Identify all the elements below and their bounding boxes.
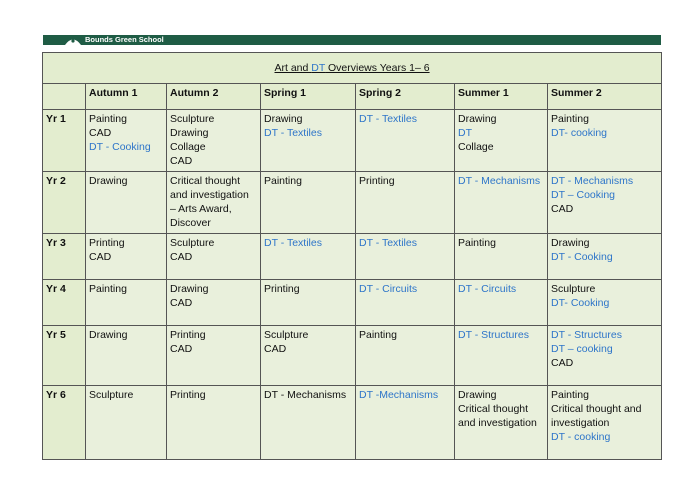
dt-topic-text: DT - cooking: [551, 431, 611, 443]
table-cell: [455, 172, 548, 234]
table-cell: [86, 172, 167, 234]
year-label: Yr 6: [43, 386, 86, 460]
year-label: Yr 5: [43, 326, 86, 386]
school-logo-icon: [65, 35, 81, 45]
table-cell: [261, 172, 356, 234]
art-topic-text: Critical thought: [170, 175, 241, 187]
table-cell: [455, 326, 548, 386]
table-cell: [356, 234, 455, 280]
table-cell: [356, 280, 455, 326]
art-topic-text: Painting: [551, 113, 589, 125]
table-cell: [167, 280, 261, 326]
art-topic-text: Sculpture: [170, 237, 215, 249]
dt-topic-text: DT - Textiles: [359, 237, 417, 249]
corner-cell: [43, 84, 86, 110]
art-topic-text: Printing: [170, 389, 206, 401]
art-topic-text: Drawing: [551, 237, 590, 249]
overview-table: [42, 52, 662, 460]
dt-topic-text: DT - Structures: [551, 329, 622, 341]
year-label: Yr 2: [43, 172, 86, 234]
art-topic-text: CAD: [89, 127, 112, 139]
art-topic-text: Sculpture: [264, 329, 309, 341]
table-cell: [261, 386, 356, 460]
table-cell: [356, 386, 455, 460]
dt-topic-text: DT - Circuits: [458, 283, 517, 295]
column-header: Autumn 2: [167, 84, 261, 110]
table-cell: [356, 110, 455, 172]
table-cell: [86, 386, 167, 460]
dt-topic-text: DT - Circuits: [359, 283, 418, 295]
art-topic-text: Drawing: [89, 175, 128, 187]
column-header: Autumn 1: [86, 84, 167, 110]
table-cell: [261, 110, 356, 172]
table-cell: [86, 326, 167, 386]
art-topic-text: Drawing: [170, 127, 209, 139]
dt-topic-text: DT - Textiles: [264, 237, 322, 249]
table-cell: [548, 386, 662, 460]
dt-topic-text: DT - Mechanisms: [551, 175, 634, 187]
dt-topic-text: DT: [458, 127, 472, 139]
table-cell: [548, 234, 662, 280]
year-label: Yr 1: [43, 110, 86, 172]
art-topic-text: Discover: [170, 217, 211, 229]
table-cell: [356, 326, 455, 386]
table-row: [43, 326, 662, 386]
art-topic-text: Collage: [170, 141, 206, 153]
art-topic-text: Sculpture: [89, 389, 134, 401]
art-topic-text: Printing: [264, 283, 300, 295]
dt-topic-text: DT – Cooking: [551, 189, 616, 201]
dt-topic-text: DT - Cooking: [89, 141, 151, 153]
dt-topic-text: DT – cooking: [551, 343, 613, 355]
art-topic-text: CAD: [264, 343, 287, 355]
column-header: Summer 1: [455, 84, 548, 110]
table-cell: [86, 110, 167, 172]
art-topic-text: and investigation: [458, 417, 537, 429]
dt-topic-text: DT - Textiles: [264, 127, 322, 139]
table-cell: [261, 280, 356, 326]
art-topic-text: Critical thought and: [551, 403, 642, 415]
table-cell: [455, 386, 548, 460]
art-topic-text: Drawing: [458, 389, 497, 401]
art-topic-text: CAD: [551, 357, 574, 369]
art-topic-text: Painting: [89, 283, 127, 295]
column-header: Spring 2: [356, 84, 455, 110]
table-cell: [167, 110, 261, 172]
art-topic-text: Drawing: [458, 113, 497, 125]
art-topic-text: DT - Mechanisms: [264, 389, 347, 401]
art-topic-text: CAD: [89, 251, 112, 263]
art-topic-text: Painting: [89, 113, 127, 125]
table-cell: [455, 234, 548, 280]
art-topic-text: Printing: [170, 329, 206, 341]
art-topic-text: and investigation: [170, 189, 249, 201]
header-row: [43, 84, 662, 110]
table-cell: [167, 386, 261, 460]
table-cell: [167, 234, 261, 280]
art-topic-text: Sculpture: [170, 113, 215, 125]
table-cell: [455, 280, 548, 326]
table-cell: [548, 172, 662, 234]
dt-topic-text: DT - Structures: [458, 329, 529, 341]
column-header: Summer 2: [548, 84, 662, 110]
table-cell: [356, 172, 455, 234]
art-topic-text: Painting: [458, 237, 496, 249]
title-text-art: Art and: [274, 62, 312, 74]
year-label: Yr 4: [43, 280, 86, 326]
art-topic-text: Painting: [264, 175, 302, 187]
table-row: [43, 280, 662, 326]
school-name: Bounds Green School: [85, 35, 164, 44]
table-cell: [167, 172, 261, 234]
school-header-bar: [43, 35, 661, 45]
table-row: [43, 110, 662, 172]
title-text-dt: DT: [311, 62, 326, 74]
table-cell: [548, 280, 662, 326]
dt-topic-text: DT -Mechanisms: [359, 389, 439, 401]
title-row: [43, 53, 662, 84]
art-topic-text: CAD: [170, 155, 193, 167]
dt-topic-text: DT - Mechanisms: [458, 175, 541, 187]
dt-topic-text: DT - Cooking: [551, 251, 613, 263]
art-topic-text: Printing: [89, 237, 125, 249]
art-topic-text: Drawing: [89, 329, 128, 341]
title-text-rest: Overviews Years 1– 6: [325, 62, 430, 74]
art-topic-text: CAD: [170, 251, 193, 263]
dt-topic-text: DT - Textiles: [359, 113, 417, 125]
art-topic-text: investigation: [551, 417, 610, 429]
art-topic-text: Painting: [551, 389, 589, 401]
table-cell: [455, 110, 548, 172]
year-label: Yr 3: [43, 234, 86, 280]
table-row: [43, 172, 662, 234]
table-cell: [261, 326, 356, 386]
table-title: [43, 53, 662, 84]
art-topic-text: Printing: [359, 175, 395, 187]
dt-topic-text: DT- Cooking: [551, 297, 610, 309]
dt-topic-text: DT- cooking: [551, 127, 608, 139]
table-cell: [167, 326, 261, 386]
art-topic-text: CAD: [170, 343, 193, 355]
table-row: [43, 234, 662, 280]
table-cell: [548, 326, 662, 386]
art-topic-text: CAD: [551, 203, 574, 215]
column-header: Spring 1: [261, 84, 356, 110]
art-topic-text: – Arts Award,: [170, 203, 232, 215]
table-cell: [261, 234, 356, 280]
art-topic-text: Collage: [458, 141, 494, 153]
table-cell: [86, 234, 167, 280]
table-cell: [86, 280, 167, 326]
table-cell: [548, 110, 662, 172]
art-topic-text: Drawing: [264, 113, 303, 125]
art-topic-text: Critical thought: [458, 403, 529, 415]
art-topic-text: CAD: [170, 297, 193, 309]
art-topic-text: Painting: [359, 329, 397, 341]
table-row: [43, 386, 662, 460]
art-topic-text: Sculpture: [551, 283, 596, 295]
art-topic-text: Drawing: [170, 283, 209, 295]
